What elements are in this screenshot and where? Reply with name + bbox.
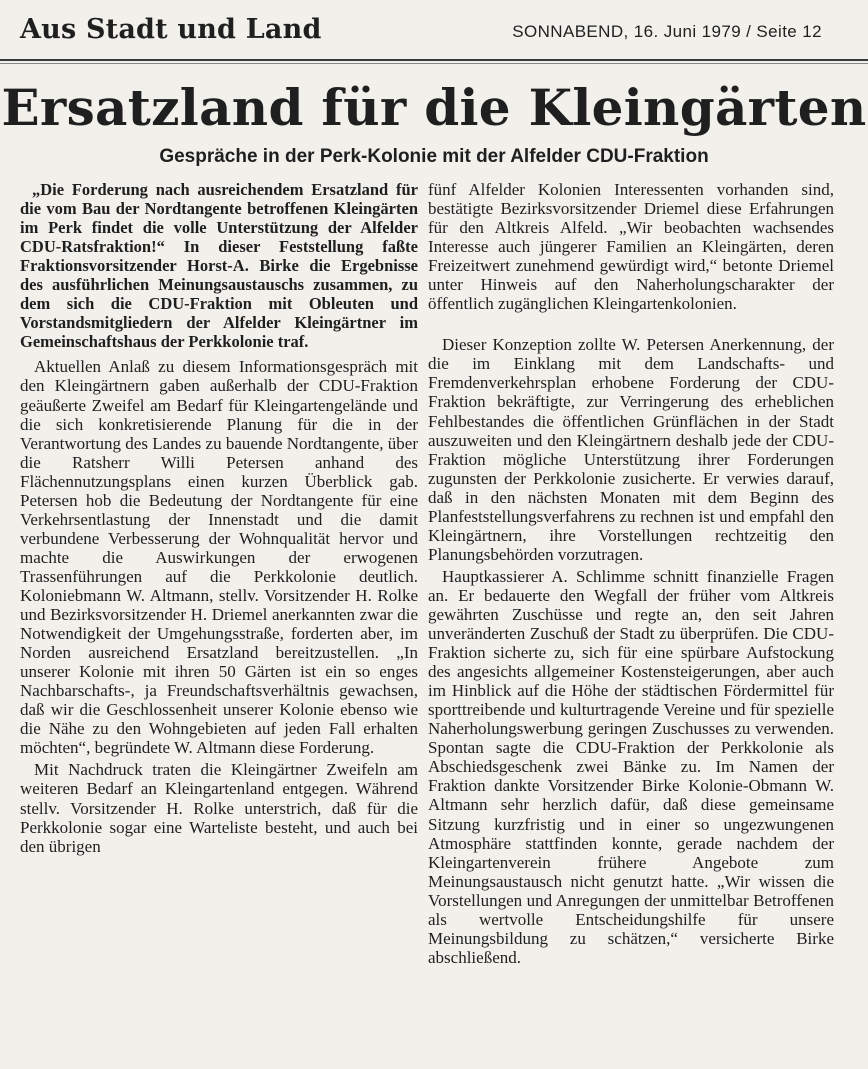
article-headline: Ersatzland für die Kleingärten <box>1 78 867 137</box>
article-lead: „Die Forderung nach ausreichendem Ersatzland für die vom Bau der Nordtangente betroffenen Kleingärten im Perk findet die volle Unterstützung der Alfelder CDU-Ratsfraktion!“ In dieser Feststellung faßte Fraktionsvorsitzender Horst-A. Birke die Ergebnisse des ausführlichen Meinungsaustauschs zusammen, zu dem sich die CDU-Fraktion mit Obleuten und Vorstandsmitgliedern der Alfelder Kleingärtner im Gemeinschaftshaus der Perkkolonie traf. <box>20 180 418 352</box>
article-paragraph: Hauptkassierer A. Schlimme schnitt finanzielle Fragen an. Er bedauerte den Wegfall der früher vom Altkreis gewährten Zuschüsse und regte an, den seit Jahren unveränderten Zuschuß der Stadt zu überprüfen. Die CDU-Fraktion sicherte zu, sich für eine spürbare Aufstockung des angesichts allgemeiner Kostensteigerungen, aber auch im Hinblick auf die Höhe der städtischen Fördermittel für sporttreibende und kulturtragende Vereine und für spezielle Naherholungswerbung geringen Zuschusses zu verwenden. Spontan sagte die CDU-Fraktion der Perkkolonie als Abschiedsgeschenk zwei Bänke zu. Im Namen der Fraktion dankte Vorsitzender Birke Kolonie-Obmann W. Altmann sehr herzlich dafür, daß diese gemeinsame Sitzung kurzfristig und in einer so ungezwungenen Atmosphäre stattfinden konnte, gerade nachdem der Kleingartenverein frühere Angebote zum Meinungsaustausch nicht genutzt hatte. „Wir wissen die Vorstellungen und Anregungen der unmittelbar Betroffenen als wertvolle Entscheidungshilfe für unsere Meinungsbildung zu schätzen,“ versicherte Birke abschließend. <box>428 566 834 967</box>
article-paragraph: Mit Nachdruck traten die Kleingärtner Zweifeln am weiteren Bedarf an Kleingartenland entgegen. Während stellv. Vorsitzender H. Rolke unterstrich, daß für die Perkkolonie sogar eine Warteliste besteht, und auch bei den übrigen <box>20 760 418 856</box>
dateline: SONNABEND, 16. Juni 1979 / Seite 12 <box>512 22 822 41</box>
article-subheadline: Gespräche in der Perk-Kolonie mit der Alfelder CDU-Fraktion <box>159 146 709 167</box>
header-rule <box>0 59 868 61</box>
article-column-right <box>428 180 834 967</box>
article-paragraph: fünf Alfelder Kolonien Interessenten vorhanden sind, bestätigte Bezirksvorsitzender Driemel diese Erfahrungen für den Altkreis Alfeld. „Wir beobachten wachsendes Interesse auch jüngerer Familien an Kleingärten, deren Freizeitwert zunehmend gewürdigt wird,“ betonte Driemel unter Hinweis auf den Naherholungscharakter der öffentlich zugänglichen Kleingartenkolonien. <box>428 180 834 314</box>
article-paragraph: Dieser Konzeption zollte W. Petersen Anerkennung, der die im Einklang mit dem Landschafts- und Fremdenverkehrsplan erhobene Forderung der CDU-Fraktion bekräftigte, zur Verringerung des erheblichen Fehlbestandes die öffentlichen Grünflächen in der Stadt auszuweiten und den Kleingärtnern deshalb jede der CDU-Fraktion mögliche Unterstützung ihrer Forderungen zugunsten der Perkkolonie zusicherte. Er verwies darauf, daß in den nächsten Monaten mit dem Beginn des Planfeststellungsverfahrens zu rechnen ist und empfahl den Kleingärtnern, ihre Vorstellungen rechtzeitig den Planungsbehörden vorzutragen. <box>428 335 834 564</box>
header-rule-thin <box>0 63 868 64</box>
section-title: Aus Stadt und Land <box>20 14 322 45</box>
article-paragraph: Aktuellen Anlaß zu diesem Informationsgespräch mit den Kleingärtnern gaben außerhalb der CDU-Fraktion geäußerte Zweifel am Bedarf für Kleingartengelände und die sich konkretisierende Planung für die in der Verantwortung des Landes zu bauende Nordtangente, über die Ratsherr Willi Petersen anhand des Flächennutzungsplans einen kurzen Überblick gab. Petersen hob die Bedeutung der Nordtangente für eine Verkehrsentlastung der Innenstadt und die damit verbundene Verbesserung der Wohnqualität hervor und machte die Auswirkungen der erwogenen Trassenführungen auf die Perkkolonie deutlich. Koloniebmann W. Altmann, stellv. Vorsitzender H. Rolke und Bezirksvorsitzender H. Driemel anerkannten zwar die Notwendigkeit der Umgehungsstraße, forderten aber, im Norden ausreichend Ersatzland bereitzustellen. „In unserer Kolonie mit ihren 50 Gärten ist ein so enges Nachbarschafts-, ja Freundschaftsverhältnis gewachsen, daß wir die Geschlossenheit unserer Kolonie ebenso wie die Nähe zu den Wohngebieten auf jeden Fall erhalten möchten“, begründete W. Altmann diese Forderung. <box>20 357 418 758</box>
article-column-left <box>20 180 418 856</box>
